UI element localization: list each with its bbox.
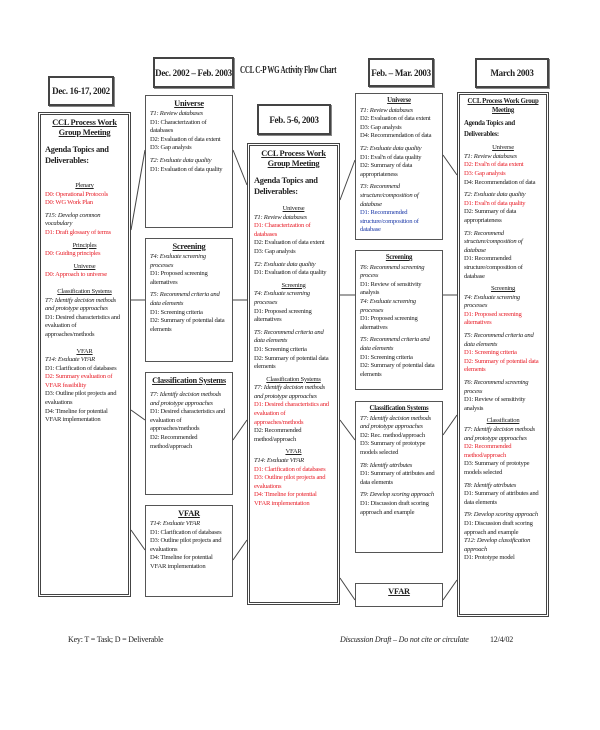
deliverable-item: D2: Summary of potential data elements (360, 362, 435, 378)
box-title: Screening (385, 254, 413, 261)
deliverable-item: D1: Desired characteristics and evaluation of approaches/methods (45, 313, 120, 338)
task-item: T14: Evaluate VFAR (45, 356, 95, 364)
deliverable-item: D3: Gap analysis (360, 123, 402, 131)
meeting-dec-box (38, 112, 131, 597)
deliverable-item: D1: Screening criteria (360, 353, 413, 361)
task-item: T6: Recommend screening process (360, 263, 425, 280)
deliverable-item: D4: Timeline for potential VFAR implementation (45, 407, 108, 424)
deliverable-item-highlighted: D1: Clarification of databases (254, 465, 326, 473)
meeting-feb-box (247, 143, 340, 605)
task-item: T9: Develop scoring approach (360, 491, 434, 499)
deliverable-item-highlighted: D1: Characterization of databases (254, 222, 311, 238)
classification-febmar-box (355, 401, 443, 553)
task-item: T4: Evaluate screening processes (464, 293, 520, 310)
deliverable-item: D3: Summary of prototype models selected (464, 460, 530, 476)
deliverable-item-highlighted: D1: Desired characteristics and evaluation of approaches/methods (254, 401, 329, 426)
connector (131, 530, 145, 550)
universe-febmar-box (355, 93, 443, 240)
deliverable-item: D2: Summary of potential data elements (254, 354, 329, 371)
connector (443, 415, 457, 435)
deliverable-item: D1: Clarification of databases (45, 364, 117, 372)
box-subtitle: Agenda Topics and Deliverables: (254, 176, 318, 196)
deliverable-item: D3: Gap analysis (150, 144, 192, 152)
box-subtitle: Agenda Topics and Deliverables: (464, 120, 515, 139)
task-item: T1: Review databases (150, 110, 203, 117)
deliverable-item: D4: Recommendation of data (464, 178, 536, 186)
box-title: Screening (172, 242, 206, 251)
deliverable-item: D1: Evaluation of data quality (254, 269, 327, 277)
box-title: Classification Systems (152, 376, 226, 385)
deliverable-item: D1: Clarification of databases (150, 528, 222, 536)
deliverable-item: D1: Proposed screening alternatives (360, 315, 418, 331)
connector (131, 410, 145, 420)
deliverable-item: D3: Gap analysis (254, 247, 296, 255)
section-heading: Universe (492, 144, 514, 152)
box-title: Universe (387, 97, 411, 104)
section-heading: Classification Systems (266, 375, 321, 383)
task-item: T3: Recommend structure/composition of database (464, 229, 523, 254)
task-item: T5: Recommend criteria and data elements (360, 336, 430, 352)
connector (443, 580, 457, 600)
connector (443, 155, 457, 175)
deliverable-item: D2: Evaluation of data extent (360, 115, 431, 123)
box-title: VFAR (388, 587, 410, 596)
connector (233, 150, 247, 185)
deliverable-item: D1: Review of sensitivity analysis (464, 396, 526, 412)
task-item: T4: Evaluate screening processes (360, 297, 416, 314)
deliverable-item-highlighted: D1: Screening criteria (464, 349, 517, 357)
spacer (45, 174, 124, 178)
deliverable-item: D3: Outline pilot projects and evaluations (150, 537, 222, 553)
task-item: T7: Identify decision methods and prototype approaches (45, 296, 116, 313)
section-heading: Plenary (75, 182, 94, 189)
deliverable-item-highlighted: D0: Operational Protocols (45, 190, 108, 198)
deliverable-item: D4: Timeline for potential VFAR implementation (150, 554, 213, 570)
task-item: T7: Identify decision methods and prototype approaches (150, 391, 221, 407)
vfar-decfeb-box (145, 505, 233, 597)
deliverable-item: D1: Review of sensitivity analysis (360, 280, 422, 297)
connector (340, 160, 355, 200)
task-item: T8: Identify attributes (464, 481, 517, 489)
task-item: T5: Recommend criteria and data elements (254, 328, 324, 345)
universe-decfeb-box (145, 95, 233, 228)
section-heading: Classification (486, 417, 520, 425)
deliverable-item-highlighted: D3: Outline pilot projects and evaluations (254, 474, 326, 490)
task-item: T7: Identify decision methods and prototype approaches (464, 426, 535, 442)
deliverable-item: D2: Recommended method/approach (254, 427, 302, 443)
task-item: T14: Evaluate VFAR (150, 520, 200, 527)
deliverable-item-marked: D1: Recommended structure/composition of database (360, 209, 419, 234)
section-heading: Screening (281, 281, 306, 289)
section-heading: VFAR (285, 448, 302, 456)
deliverable-item-highlighted: D0: WG Work Plan (45, 199, 93, 207)
task-item: T2: Evaluate data quality (254, 260, 316, 268)
deliverable-item: D1: Summary of attributes and data elements (464, 490, 539, 506)
task-item: T5: Recommend criteria and data elements (150, 291, 220, 307)
task-item: T2: Evaluate data quality (360, 144, 422, 152)
box-title: CCL Process Work Group Meeting (261, 149, 326, 168)
deliverable-item-highlighted: D1: Proposed screening alternatives (464, 310, 522, 327)
deliverable-item: D1: Summary of attributes and data elements (360, 470, 435, 486)
section-heading: Classification Systems (57, 287, 112, 295)
deliverable-item: D1: Screening criteria (254, 345, 307, 353)
vfar-febmar-box (355, 583, 443, 607)
box-title: Universe (174, 99, 204, 108)
document-date: 12/4/02 (490, 635, 514, 644)
classification-decfeb-box (145, 372, 233, 495)
deliverable-item: D2: Recommended method/approach (150, 433, 198, 450)
connector (233, 540, 247, 560)
task-item: T4: Evaluate screening processes (254, 290, 310, 306)
task-item: T4: Evaluate screening processes (150, 253, 206, 269)
deliverable-item-highlighted: D3: Gap analysis (464, 169, 506, 177)
task-item: T14: Evaluate VFAR (254, 457, 304, 465)
task-item: T7: Identify decision methods and prototype approaches (360, 414, 431, 431)
deliverable-item: D2: Evaluation of data extent (150, 135, 221, 143)
section-heading: Screening (490, 285, 516, 293)
task-item: T2: Evaluate data quality (150, 156, 212, 164)
task-item: T3: Recommend structure/composition of database (360, 183, 419, 208)
task-item: T1: Review databases (360, 106, 413, 114)
deliverable-item: D1: Screening criteria (150, 308, 203, 316)
box-title: CCL Process Work Group Meeting (467, 98, 539, 114)
legend-key: Key: T = Task; D = Deliverable (68, 635, 164, 644)
deliverable-item-highlighted: D1: Eval'n of data quality (464, 199, 526, 207)
task-item: T15: Develop common vocabulary (45, 211, 101, 228)
deliverable-item: D1: Recommended structure/composition of database (464, 255, 523, 280)
deliverable-item: D1: Discussion draft scoring approach and example (360, 499, 429, 516)
deliverable-item: D3: Summary of prototype models selected (360, 440, 426, 456)
deliverable-item: D1: Eval'n of data quality (360, 153, 422, 161)
deliverable-item: D2: Summary of data appropriateness (464, 208, 517, 224)
deliverable-item: D3: Outline pilot projects and evaluations (45, 390, 117, 407)
draft-notice: Discussion Draft – Do not cite or circulate (340, 635, 469, 644)
screening-decfeb-box (145, 238, 233, 362)
deliverable-item: D4: Recommendation of data (360, 132, 432, 140)
box-title: Classification Systems (369, 405, 429, 412)
spacer (45, 280, 124, 284)
date-header-feb56: Feb. 5-6, 2003 (257, 104, 331, 135)
box-subtitle: Agenda Topics and Deliverables: (45, 145, 109, 165)
deliverable-item-highlighted: D2: Summary evaluation of VFAR feasibility (45, 373, 113, 389)
connector (340, 578, 355, 600)
spacer (45, 340, 124, 344)
chart-title: CCL C-P WG Activity Flow Chart (240, 65, 337, 76)
task-item: T9: Develop scoring approach (464, 511, 538, 519)
deliverable-item-highlighted: D1: Draft glossary of terms (45, 228, 111, 236)
task-item: T1: Review databases (254, 213, 307, 221)
date-header-febmar: Feb. – Mar. 2003 (368, 58, 434, 87)
task-item: T5: Recommend criteria and data elements (464, 332, 534, 348)
date-header-march: March 2003 (475, 58, 549, 88)
task-item: T8: Identify attributes (360, 461, 413, 469)
deliverable-item: D1: Prototype model (464, 554, 515, 562)
deliverable-item: D1: Evaluation of data quality (150, 165, 223, 173)
deliverable-item: D1: Characterization of databases (150, 118, 207, 135)
task-item: T7: Identify decision methods and prototype approaches (254, 384, 325, 400)
deliverable-item-highlighted: D2: Recommended method/approach (464, 443, 512, 459)
section-heading: Universe (282, 205, 305, 212)
task-item: T2: Evaluate data quality (464, 191, 526, 199)
connector (340, 420, 355, 440)
deliverable-item: D2: Summary of data appropriateness (360, 162, 413, 178)
deliverable-item: D1: Desired characteristics and evaluation of approaches/methods (150, 408, 225, 433)
section-heading: Principles (72, 241, 97, 249)
deliverable-item: D1: Proposed screening alternatives (150, 270, 208, 286)
deliverable-item-highlighted: D0: Guiding principles (45, 250, 101, 258)
section-heading: VFAR (76, 347, 93, 355)
date-header-dec16: Dec. 16-17, 2002 (48, 76, 114, 106)
deliverable-item-highlighted: D2: Eval'n of data extent (464, 161, 524, 169)
meeting-march-box (457, 92, 549, 617)
date-header-decfeb: Dec. 2002 – Feb. 2003 (153, 57, 234, 88)
box-title: CCL Process Work Group Meeting (52, 118, 117, 137)
connector (233, 420, 247, 440)
screening-febmar-box (355, 250, 443, 390)
deliverable-item-highlighted: D2: Summary of potential data elements (464, 357, 539, 374)
box-title: VFAR (178, 509, 200, 518)
deliverable-item-highlighted: D0: Approach to universe (45, 271, 107, 279)
deliverable-item-highlighted: D4: Timeline for potential VFAR implementation (254, 491, 317, 507)
connector (131, 150, 145, 230)
deliverable-item: D2: Summary of potential data elements (150, 317, 225, 333)
deliverable-item: D1: Proposed screening alternatives (254, 307, 312, 324)
deliverable-item: D1: Discussion draft scoring approach and example (464, 519, 533, 536)
deliverable-item: D2: Rec. method/approach (360, 431, 425, 439)
section-heading: Universe (73, 262, 96, 270)
task-item: T12: Develop classification approach (464, 537, 531, 553)
task-item: T6: Recommend screening process (464, 379, 529, 395)
task-item: T1: Review databases (464, 152, 517, 160)
deliverable-item: D2: Evaluation of data extent (254, 239, 325, 247)
